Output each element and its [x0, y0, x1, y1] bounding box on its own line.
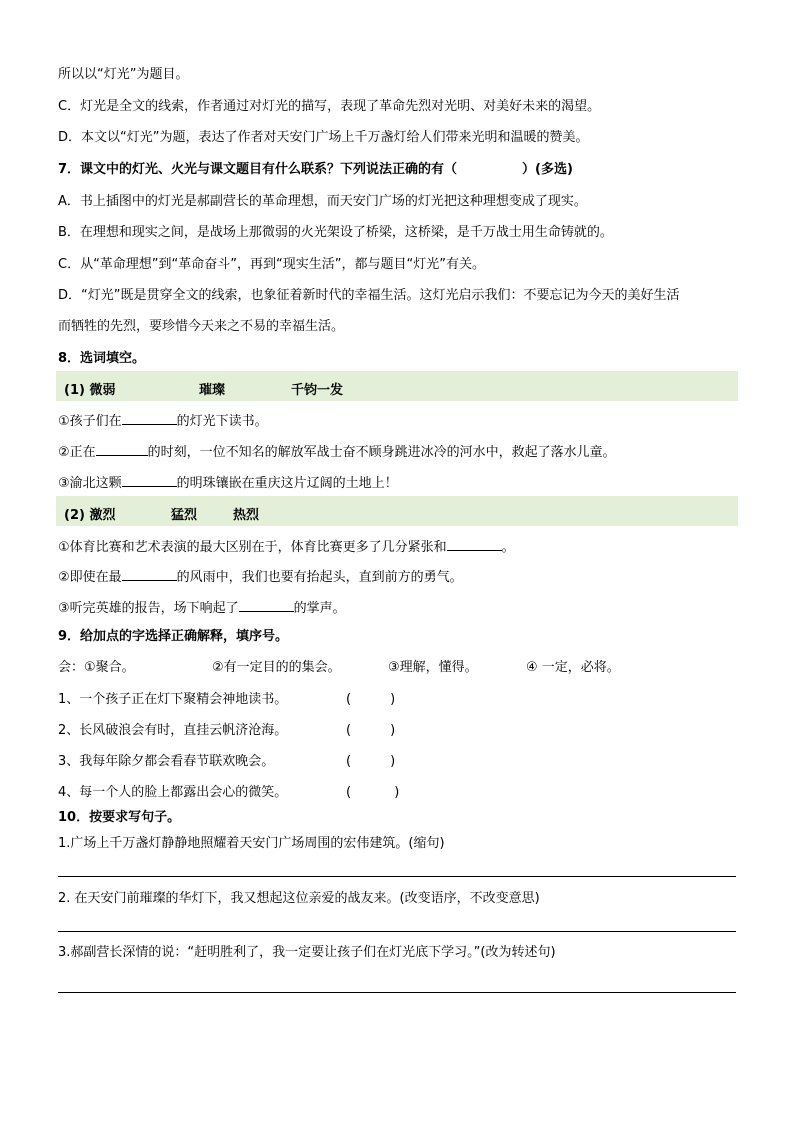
question-9-title: 9．给加点的字选择正确解释，填序号。: [58, 629, 289, 644]
answer-line[interactable]: [58, 992, 736, 993]
word-bank-2-label: (2) 激烈: [64, 508, 116, 523]
q9-def-4: ④ 一定，必将。: [526, 660, 620, 675]
line-intro: 所以以“灯光”为题目。: [58, 67, 189, 82]
q10-sentence-3: 3.郝副营长深情的说：“赶明胜利了，我一定要让孩子们在灯光底下学习。”(改为转述句): [58, 945, 556, 960]
q9-item-3: 3、我每年除夕都会看春节联欢晚会。: [58, 754, 275, 769]
option-d: D．本文以“灯光”为题，表达了作者对天安门广场上千万盏灯给人们带来光明和温暖的赞美。: [58, 130, 589, 145]
answer-paren[interactable]: ( ): [346, 754, 396, 769]
answer-paren[interactable]: ( ): [346, 785, 400, 800]
q8-t3-after: 的掌声。: [293, 601, 346, 616]
q9-def-2: ②有一定目的的集会。: [212, 660, 341, 675]
q9-item-1: 1、一个孩子正在灯下聚精会神地读书。: [58, 692, 288, 707]
q8-s2-before: ②正在: [58, 445, 96, 460]
answer-blank[interactable]: [239, 598, 294, 612]
q8-s1-after: 的灯光下读书。: [176, 414, 268, 429]
q10-sentence-2: 2. 在天安门前璀璨的华灯下，我又想起这位亲爱的战友来。(改变语序，不改变意思): [58, 891, 540, 906]
answer-line[interactable]: [58, 876, 736, 877]
q7-option-c: C．从“革命理想”到“革命奋斗”，再到“现实生活”，都与题目“灯光”有关。: [58, 257, 485, 272]
q8-t2-after: 的风雨中，我们也要有抬起头，直到前方的勇气。: [176, 570, 463, 585]
word-bank-1-word3: 千钧一发: [291, 383, 344, 398]
answer-blank[interactable]: [447, 537, 502, 551]
q8-sentence-3: [58, 473, 398, 490]
word-bank-1: [56, 371, 738, 401]
question-10-title: 10．按要求写句子。: [58, 810, 181, 825]
answer-blank[interactable]: [96, 442, 148, 456]
q8-s1-before: ①孩子们在: [58, 414, 122, 429]
answer-line[interactable]: [58, 931, 736, 932]
word-bank-2-word2: 猛烈: [171, 508, 198, 523]
q8-sentence-6: [58, 598, 346, 615]
q8-sentence-5: [58, 567, 463, 584]
q8-sentence-4: [58, 537, 515, 554]
q7-option-d-line2: 而牺牲的先烈，要珍惜今天来之不易的幸福生活。: [58, 319, 345, 334]
q9-def-3: ③理解，懂得。: [388, 660, 478, 675]
question-7-title: 7．课文中的灯光、火光与课文题目有什么联系？下列说法正确的有（ ）(多选): [58, 162, 573, 177]
answer-blank[interactable]: [122, 473, 177, 487]
q7-option-d-line1: D．“灯光”既是贯穿全文的线索，也象征着新时代的幸福生活。这灯光启示我们：不要忘记为今天的美好生活: [58, 288, 680, 303]
q10-sentence-1: 1.广场上千万盏灯静静地照耀着天安门广场周围的宏伟建筑。(缩句): [58, 836, 445, 851]
answer-paren[interactable]: ( ): [346, 723, 396, 738]
answer-paren[interactable]: ( ): [346, 692, 396, 707]
q8-s2-after: 的时刻，一位不知名的解放军战士奋不顾身跳进冰冷的河水中，救起了落水儿童。: [147, 445, 616, 460]
q8-s3-before: ③渝北这颗: [58, 476, 122, 491]
q8-t3-before: ③听完英雄的报告，场下响起了: [58, 601, 239, 616]
q9-def-1: 会：①聚合。: [58, 660, 135, 675]
answer-blank[interactable]: [122, 567, 177, 581]
q8-t1-before: ①体育比赛和艺术表演的最大区别在于，体育比赛更多了几分紧张和: [58, 540, 447, 555]
word-bank-1-label: (1) 微弱: [64, 383, 116, 398]
question-8-title: 8．选词填空。: [58, 351, 146, 366]
option-c: C．灯光是全文的线索，作者通过对灯光的描写，表现了革命先烈对光明、对美好未来的渴望。: [58, 99, 601, 114]
q7-option-b: B．在理想和现实之间，是战场上那微弱的火光架设了桥梁，这桥梁，是千万战士用生命铸就的。: [58, 225, 613, 240]
q8-sentence-2: [58, 442, 616, 459]
q8-t1-after: 。: [501, 540, 515, 555]
word-bank-1-word2: 璀璨: [199, 383, 226, 398]
q8-s3-after: 的明珠镶嵌在重庆这片辽阔的土地上！: [176, 476, 398, 491]
q8-t2-before: ②即使在最: [58, 570, 122, 585]
q7-option-a: A．书上插图中的灯光是郝副营长的革命理想，而天安门广场的灯光把这种理想变成了现实。: [58, 194, 587, 209]
word-bank-2: [56, 496, 738, 526]
q9-item-4: 4、每一个人的脸上都露出会心的微笑。: [58, 785, 288, 800]
q9-item-2: 2、长风破浪会有时，直挂云帆济沧海。: [58, 723, 288, 738]
q8-sentence-1: [58, 411, 268, 428]
word-bank-2-word3: 热烈: [233, 508, 260, 523]
answer-blank[interactable]: [122, 411, 177, 425]
